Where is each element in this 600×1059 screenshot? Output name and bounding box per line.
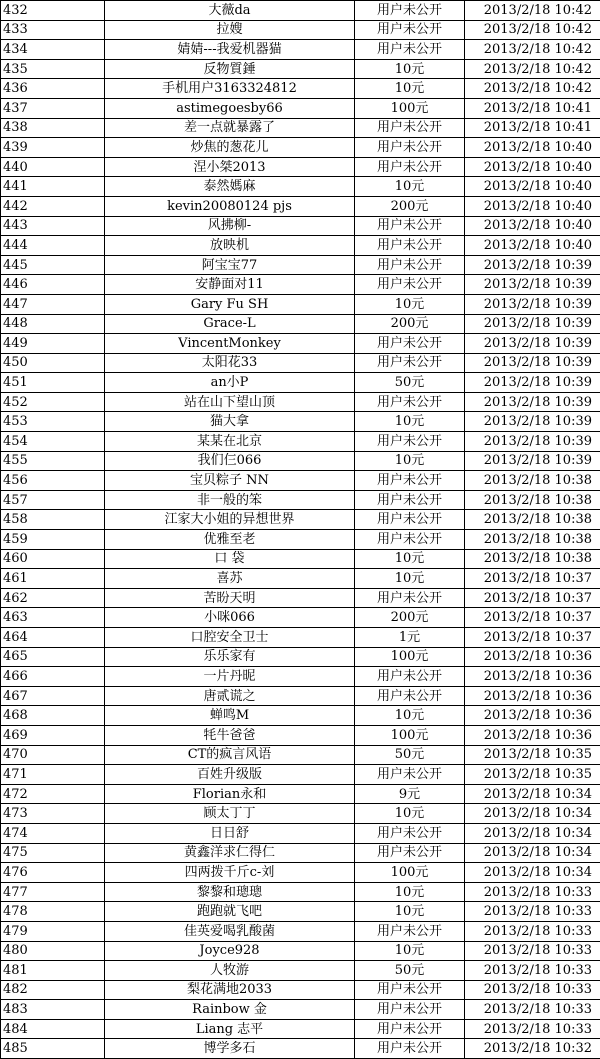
row-number: 449 <box>1 334 105 354</box>
row-number: 465 <box>1 647 105 667</box>
table-row <box>1 196 600 216</box>
table-row <box>1 921 600 941</box>
donor-name: kevin20080124 pjs <box>105 196 355 216</box>
row-number: 440 <box>1 157 105 177</box>
donation-time: 2013/2/18 10:33 <box>465 1019 600 1039</box>
table-row <box>1 725 600 745</box>
donation-time: 2013/2/18 10:35 <box>465 765 600 785</box>
donor-name: 阿宝宝77 <box>105 255 355 275</box>
table-row <box>1 79 600 99</box>
donation-amount: 10元 <box>355 706 465 726</box>
donation-amount: 用户未公开 <box>355 392 465 412</box>
row-number: 445 <box>1 255 105 275</box>
donation-amount: 用户未公开 <box>355 255 465 275</box>
row-number: 446 <box>1 275 105 295</box>
donation-time: 2013/2/18 10:39 <box>465 412 600 432</box>
table-row <box>1 784 600 804</box>
donor-name: 江家大小姐的异想世界 <box>105 510 355 530</box>
row-number: 472 <box>1 784 105 804</box>
donation-amount: 200元 <box>355 608 465 628</box>
row-number: 432 <box>1 1 105 21</box>
row-number: 476 <box>1 863 105 883</box>
row-number: 433 <box>1 20 105 40</box>
donation-time: 2013/2/18 10:36 <box>465 667 600 687</box>
donor-name: CT的疯言风语 <box>105 745 355 765</box>
row-number: 471 <box>1 765 105 785</box>
table-row <box>1 608 600 628</box>
donation-time: 2013/2/18 10:34 <box>465 823 600 843</box>
table-row <box>1 628 600 648</box>
row-number: 438 <box>1 118 105 138</box>
row-number: 460 <box>1 549 105 569</box>
table-row <box>1 588 600 608</box>
donation-time: 2013/2/18 10:33 <box>465 980 600 1000</box>
donation-amount: 10元 <box>355 59 465 79</box>
row-number: 485 <box>1 1039 105 1059</box>
table-row <box>1 549 600 569</box>
donation-time: 2013/2/18 10:40 <box>465 236 600 256</box>
donor-name: Rainbow 金 <box>105 1000 355 1020</box>
donation-amount: 用户未公开 <box>355 216 465 236</box>
donation-time: 2013/2/18 10:37 <box>465 608 600 628</box>
donor-name: 博学多石 <box>105 1039 355 1059</box>
donation-time: 2013/2/18 10:39 <box>465 294 600 314</box>
donation-amount: 用户未公开 <box>355 236 465 256</box>
donation-amount: 用户未公开 <box>355 118 465 138</box>
row-number: 462 <box>1 588 105 608</box>
table-row <box>1 510 600 530</box>
donation-time: 2013/2/18 10:33 <box>465 1000 600 1020</box>
donor-name: 唐贰谎之 <box>105 686 355 706</box>
donor-name: 小咪066 <box>105 608 355 628</box>
row-number: 461 <box>1 569 105 589</box>
row-number: 474 <box>1 823 105 843</box>
donor-name: 泰然媽麻 <box>105 177 355 197</box>
row-number: 480 <box>1 941 105 961</box>
donation-amount: 10元 <box>355 902 465 922</box>
table-row <box>1 353 600 373</box>
table-row <box>1 1 600 21</box>
table-row <box>1 314 600 334</box>
table-row <box>1 941 600 961</box>
donation-time: 2013/2/18 10:40 <box>465 138 600 158</box>
donation-time: 2013/2/18 10:36 <box>465 647 600 667</box>
donor-name: 人牧游 <box>105 961 355 981</box>
row-number: 453 <box>1 412 105 432</box>
donor-name: 差一点就暴露了 <box>105 118 355 138</box>
donation-time: 2013/2/18 10:36 <box>465 706 600 726</box>
donation-amount: 用户未公开 <box>355 1000 465 1020</box>
donor-name: 炒焦的葱花儿 <box>105 138 355 158</box>
donation-amount: 50元 <box>355 961 465 981</box>
donor-name: 反物質錘 <box>105 59 355 79</box>
donation-amount: 用户未公开 <box>355 490 465 510</box>
table-row <box>1 157 600 177</box>
donor-name: 婧婧---我爱机器猫 <box>105 40 355 60</box>
donation-amount: 用户未公开 <box>355 1039 465 1059</box>
donor-name: 顾太丁丁 <box>105 804 355 824</box>
donation-time: 2013/2/18 10:34 <box>465 804 600 824</box>
row-number: 463 <box>1 608 105 628</box>
table-row <box>1 118 600 138</box>
donor-name: 黄鑫洋求仁得仁 <box>105 843 355 863</box>
donor-name: 蝉鸣M <box>105 706 355 726</box>
table-row <box>1 961 600 981</box>
row-number: 470 <box>1 745 105 765</box>
donor-name: 安静面对11 <box>105 275 355 295</box>
donation-time: 2013/2/18 10:32 <box>465 1039 600 1059</box>
donation-amount: 9元 <box>355 784 465 804</box>
donation-amount: 1元 <box>355 628 465 648</box>
donor-name: 跑跑就飞吧 <box>105 902 355 922</box>
row-number: 450 <box>1 353 105 373</box>
donation-time: 2013/2/18 10:33 <box>465 961 600 981</box>
donation-amount: 用户未公开 <box>355 667 465 687</box>
row-number: 477 <box>1 882 105 902</box>
donation-time: 2013/2/18 10:37 <box>465 588 600 608</box>
donor-name: 宝贝粽子 NN <box>105 471 355 491</box>
row-number: 434 <box>1 40 105 60</box>
row-number: 458 <box>1 510 105 530</box>
row-number: 478 <box>1 902 105 922</box>
donor-name: 某某在北京 <box>105 432 355 452</box>
donor-name: 风拂柳- <box>105 216 355 236</box>
table-row <box>1 216 600 236</box>
donation-time: 2013/2/18 10:40 <box>465 177 600 197</box>
donation-amount: 用户未公开 <box>355 588 465 608</box>
donor-name: 苦盼天明 <box>105 588 355 608</box>
donation-amount: 用户未公开 <box>355 138 465 158</box>
table-row <box>1 138 600 158</box>
donation-amount: 10元 <box>355 569 465 589</box>
donation-amount: 10元 <box>355 177 465 197</box>
table-row <box>1 1039 600 1059</box>
donation-time: 2013/2/18 10:42 <box>465 59 600 79</box>
table-row <box>1 980 600 1000</box>
table-row <box>1 647 600 667</box>
row-number: 468 <box>1 706 105 726</box>
donation-amount: 用户未公开 <box>355 765 465 785</box>
donation-time: 2013/2/18 10:38 <box>465 490 600 510</box>
table-row <box>1 98 600 118</box>
table-row <box>1 863 600 883</box>
table-row <box>1 1000 600 1020</box>
donation-time: 2013/2/18 10:33 <box>465 921 600 941</box>
table-row <box>1 569 600 589</box>
donor-name: 口腔安全卫士 <box>105 628 355 648</box>
donation-amount: 用户未公开 <box>355 510 465 530</box>
table-row <box>1 40 600 60</box>
table-row <box>1 236 600 256</box>
donor-name: 牦牛爸爸 <box>105 725 355 745</box>
donation-amount: 用户未公开 <box>355 353 465 373</box>
row-number: 456 <box>1 471 105 491</box>
table-row <box>1 471 600 491</box>
donation-amount: 用户未公开 <box>355 334 465 354</box>
donor-name: 佳英爱喝乳酸菌 <box>105 921 355 941</box>
donor-name: 口 袋 <box>105 549 355 569</box>
row-number: 441 <box>1 177 105 197</box>
row-number: 482 <box>1 980 105 1000</box>
row-number: 452 <box>1 392 105 412</box>
donation-amount: 用户未公开 <box>355 275 465 295</box>
row-number: 448 <box>1 314 105 334</box>
table-row <box>1 451 600 471</box>
donor-name: 放映机 <box>105 236 355 256</box>
table-row <box>1 334 600 354</box>
donation-amount: 用户未公开 <box>355 40 465 60</box>
donation-amount: 用户未公开 <box>355 1019 465 1039</box>
donation-time: 2013/2/18 10:33 <box>465 882 600 902</box>
donation-time: 2013/2/18 10:36 <box>465 725 600 745</box>
row-number: 466 <box>1 667 105 687</box>
donor-name: astimegoesby66 <box>105 98 355 118</box>
table-row <box>1 804 600 824</box>
donor-name: 黎黎和璁璁 <box>105 882 355 902</box>
donation-amount: 50元 <box>355 745 465 765</box>
row-number: 435 <box>1 59 105 79</box>
donation-time: 2013/2/18 10:39 <box>465 314 600 334</box>
row-number: 444 <box>1 236 105 256</box>
donor-name: 四两拨千斤c-刘 <box>105 863 355 883</box>
donation-amount: 10元 <box>355 549 465 569</box>
donation-amount: 用户未公开 <box>355 686 465 706</box>
donation-time: 2013/2/18 10:36 <box>465 686 600 706</box>
donation-time: 2013/2/18 10:38 <box>465 471 600 491</box>
row-number: 459 <box>1 530 105 550</box>
donation-amount: 10元 <box>355 804 465 824</box>
table-row <box>1 530 600 550</box>
row-number: 475 <box>1 843 105 863</box>
table-row <box>1 432 600 452</box>
donation-time: 2013/2/18 10:34 <box>465 784 600 804</box>
donation-amount: 用户未公开 <box>355 980 465 1000</box>
row-number: 447 <box>1 294 105 314</box>
donation-time: 2013/2/18 10:41 <box>465 118 600 138</box>
donation-amount: 200元 <box>355 314 465 334</box>
row-number: 457 <box>1 490 105 510</box>
donation-amount: 用户未公开 <box>355 1 465 21</box>
donor-name: 拉嫂 <box>105 20 355 40</box>
donor-name: 太阳花33 <box>105 353 355 373</box>
donor-name: 日日舒 <box>105 823 355 843</box>
donation-time: 2013/2/18 10:34 <box>465 863 600 883</box>
table-row <box>1 490 600 510</box>
donor-name: 非一般的笨 <box>105 490 355 510</box>
donor-name: 梨花满地2033 <box>105 980 355 1000</box>
donation-amount: 100元 <box>355 725 465 745</box>
table-row <box>1 1019 600 1039</box>
donation-amount: 10元 <box>355 941 465 961</box>
donation-amount: 10元 <box>355 882 465 902</box>
donor-name: 优雅至老 <box>105 530 355 550</box>
table-row <box>1 373 600 393</box>
donor-name: 手机用户3163324812 <box>105 79 355 99</box>
row-number: 464 <box>1 628 105 648</box>
table-row <box>1 765 600 785</box>
donation-time: 2013/2/18 10:42 <box>465 20 600 40</box>
row-number: 442 <box>1 196 105 216</box>
donation-time: 2013/2/18 10:33 <box>465 902 600 922</box>
donation-amount: 用户未公开 <box>355 432 465 452</box>
donation-amount: 10元 <box>355 294 465 314</box>
donor-name: 涅小桀2013 <box>105 157 355 177</box>
donation-amount: 用户未公开 <box>355 921 465 941</box>
donation-time: 2013/2/18 10:39 <box>465 392 600 412</box>
donation-amount: 用户未公开 <box>355 823 465 843</box>
table-body <box>1 1 600 1059</box>
donation-amount: 200元 <box>355 196 465 216</box>
row-number: 479 <box>1 921 105 941</box>
donor-name: 我们仨066 <box>105 451 355 471</box>
donation-amount: 10元 <box>355 451 465 471</box>
table-row <box>1 706 600 726</box>
donation-amount: 用户未公开 <box>355 20 465 40</box>
donation-amount: 用户未公开 <box>355 157 465 177</box>
table-row <box>1 686 600 706</box>
donation-amount: 10元 <box>355 412 465 432</box>
table-row <box>1 255 600 275</box>
donation-time: 2013/2/18 10:33 <box>465 941 600 961</box>
donation-time: 2013/2/18 10:38 <box>465 549 600 569</box>
row-number: 481 <box>1 961 105 981</box>
donation-time: 2013/2/18 10:37 <box>465 569 600 589</box>
donation-time: 2013/2/18 10:37 <box>465 628 600 648</box>
donation-time: 2013/2/18 10:42 <box>465 79 600 99</box>
donor-name: VincentMonkey <box>105 334 355 354</box>
donation-time: 2013/2/18 10:41 <box>465 98 600 118</box>
donation-amount: 100元 <box>355 647 465 667</box>
table-row <box>1 843 600 863</box>
donation-time: 2013/2/18 10:39 <box>465 432 600 452</box>
row-number: 437 <box>1 98 105 118</box>
donor-name: 乐乐家有 <box>105 647 355 667</box>
row-number: 451 <box>1 373 105 393</box>
row-number: 473 <box>1 804 105 824</box>
donation-amount: 100元 <box>355 98 465 118</box>
donation-amount: 10元 <box>355 79 465 99</box>
donor-name: 一片丹昵 <box>105 667 355 687</box>
donor-name: Gary Fu SH <box>105 294 355 314</box>
donation-time: 2013/2/18 10:39 <box>465 373 600 393</box>
donor-name: Joyce928 <box>105 941 355 961</box>
donation-amount: 用户未公开 <box>355 843 465 863</box>
donation-time: 2013/2/18 10:35 <box>465 745 600 765</box>
row-number: 443 <box>1 216 105 236</box>
donor-name: 喜苏 <box>105 569 355 589</box>
donor-name: 站在山下望山顶 <box>105 392 355 412</box>
row-number: 484 <box>1 1019 105 1039</box>
donation-amount: 用户未公开 <box>355 471 465 491</box>
row-number: 454 <box>1 432 105 452</box>
donation-time: 2013/2/18 10:40 <box>465 196 600 216</box>
row-number: 469 <box>1 725 105 745</box>
donation-amount: 100元 <box>355 863 465 883</box>
donation-time: 2013/2/18 10:40 <box>465 216 600 236</box>
table-row <box>1 902 600 922</box>
table-row <box>1 745 600 765</box>
row-number: 455 <box>1 451 105 471</box>
table-row <box>1 882 600 902</box>
donation-time: 2013/2/18 10:39 <box>465 275 600 295</box>
donor-name: an小P <box>105 373 355 393</box>
table-row <box>1 412 600 432</box>
table-row <box>1 20 600 40</box>
donation-time: 2013/2/18 10:39 <box>465 353 600 373</box>
row-number: 436 <box>1 79 105 99</box>
table-row <box>1 275 600 295</box>
table-row <box>1 823 600 843</box>
donor-name: Liang 志平 <box>105 1019 355 1039</box>
donation-amount: 50元 <box>355 373 465 393</box>
row-number: 467 <box>1 686 105 706</box>
donor-name: 大薇da <box>105 1 355 21</box>
donation-time: 2013/2/18 10:38 <box>465 530 600 550</box>
table-row <box>1 59 600 79</box>
donation-time: 2013/2/18 10:42 <box>465 1 600 21</box>
row-number: 483 <box>1 1000 105 1020</box>
table-row <box>1 392 600 412</box>
donation-time: 2013/2/18 10:39 <box>465 451 600 471</box>
donor-name: 百姓升级版 <box>105 765 355 785</box>
donation-time: 2013/2/18 10:39 <box>465 255 600 275</box>
donor-name: Florian永和 <box>105 784 355 804</box>
donation-amount: 用户未公开 <box>355 530 465 550</box>
donation-time: 2013/2/18 10:38 <box>465 510 600 530</box>
donation-time: 2013/2/18 10:42 <box>465 40 600 60</box>
donor-name: Grace-L <box>105 314 355 334</box>
row-number: 439 <box>1 138 105 158</box>
donation-time: 2013/2/18 10:39 <box>465 334 600 354</box>
table-row <box>1 294 600 314</box>
table-row <box>1 177 600 197</box>
donation-time: 2013/2/18 10:34 <box>465 843 600 863</box>
donor-name: 猫大拿 <box>105 412 355 432</box>
table-row <box>1 667 600 687</box>
donation-time: 2013/2/18 10:40 <box>465 157 600 177</box>
